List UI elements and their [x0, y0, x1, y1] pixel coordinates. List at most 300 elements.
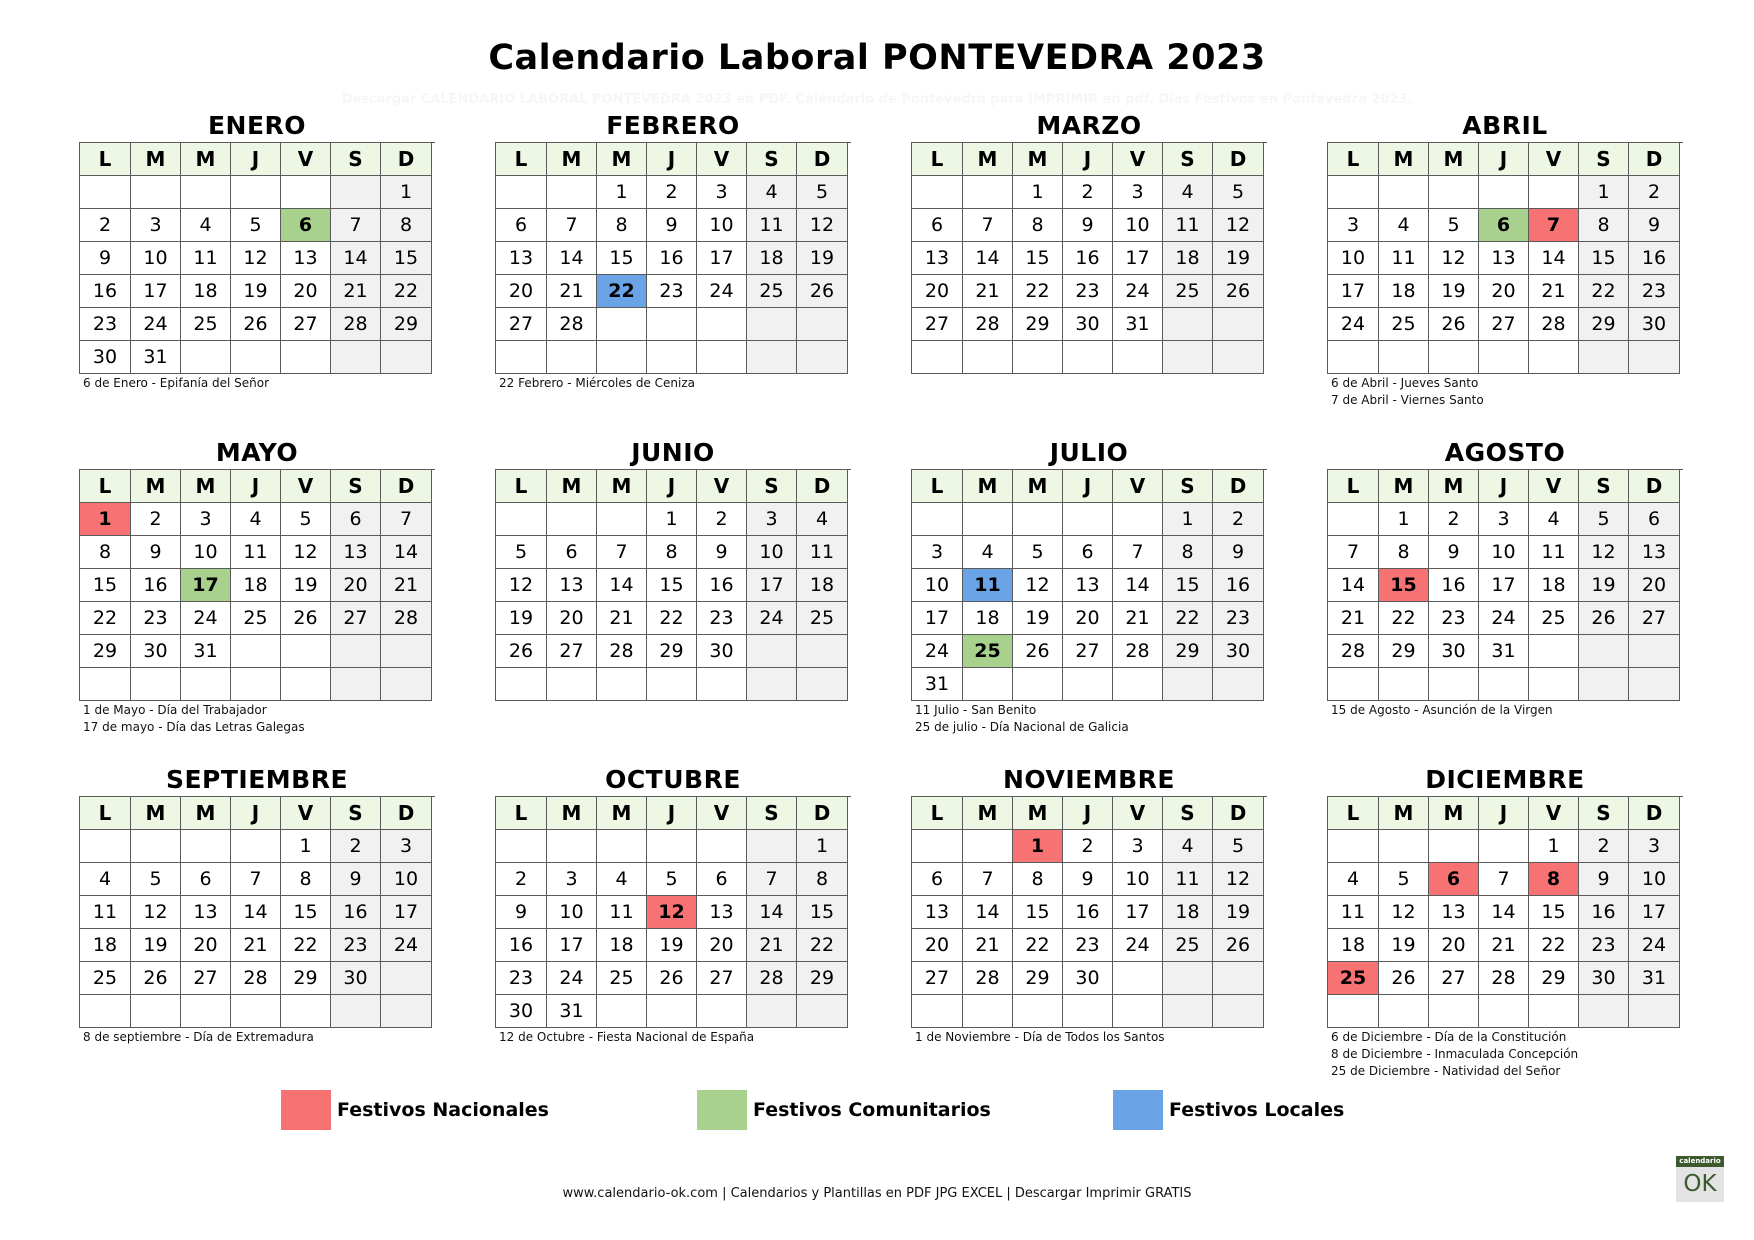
month-junio [495, 437, 851, 702]
day-cell: 4 [1163, 176, 1213, 209]
empty-cell [1328, 995, 1379, 1028]
week-row [496, 536, 851, 569]
week-row [1328, 602, 1683, 635]
day-cell: 31 [1113, 308, 1163, 341]
day-cell: 28 [1529, 308, 1579, 341]
weekday-header: J [1479, 143, 1529, 176]
week-row [80, 341, 435, 374]
day-cell: 23 [1063, 929, 1113, 962]
weekday-header: V [697, 797, 747, 830]
day-cell: 20 [1629, 569, 1680, 602]
empty-cell [1429, 995, 1479, 1028]
day-cell: 4 [181, 209, 231, 242]
day-cell: 7 [597, 536, 647, 569]
weekday-header: J [231, 470, 281, 503]
empty-cell [1379, 341, 1429, 374]
empty-cell [1013, 995, 1063, 1028]
empty-cell [647, 668, 697, 701]
day-cell: 8 [381, 209, 432, 242]
weekday-header: J [1063, 797, 1113, 830]
weekday-header: D [381, 470, 432, 503]
day-cell: 16 [1579, 896, 1629, 929]
day-cell: 2 [1063, 830, 1113, 863]
empty-cell [597, 668, 647, 701]
day-cell: 27 [1429, 962, 1479, 995]
day-cell: 12 [281, 536, 331, 569]
day-cell: 26 [131, 962, 181, 995]
day-cell: 4 [963, 536, 1013, 569]
day-cell: 26 [797, 275, 848, 308]
day-cell: 20 [1429, 929, 1479, 962]
day-cell: 28 [231, 962, 281, 995]
day-cell: 3 [1479, 503, 1529, 536]
day-cell: 11 [80, 896, 131, 929]
weekday-header: D [381, 143, 432, 176]
day-cell: 21 [1113, 602, 1163, 635]
day-cell: 16 [1629, 242, 1680, 275]
empty-cell [797, 995, 848, 1028]
empty-cell [1379, 176, 1429, 209]
week-row [80, 896, 435, 929]
day-cell: 15 [1163, 569, 1213, 602]
holiday-note: 8 de septiembre - Día de Extremadura [83, 1030, 314, 1044]
day-cell: 16 [80, 275, 131, 308]
day-cell: 24 [547, 962, 597, 995]
empty-cell [80, 668, 131, 701]
day-cell: 9 [131, 536, 181, 569]
day-cell: 11 [797, 536, 848, 569]
day-cell: 7 [331, 209, 381, 242]
weekday-header: L [496, 797, 547, 830]
day-cell: 22 [1529, 929, 1579, 962]
empty-cell [496, 830, 547, 863]
day-cell: 15 [647, 569, 697, 602]
empty-cell [381, 668, 432, 701]
weekday-header: M [547, 797, 597, 830]
day-cell: 21 [963, 929, 1013, 962]
day-cell: 26 [496, 635, 547, 668]
day-cell: 8 [1579, 209, 1629, 242]
holiday-note: 25 de julio - Día Nacional de Galicia [915, 720, 1129, 734]
weekday-header: M [1429, 470, 1479, 503]
day-cell: 14 [1113, 569, 1163, 602]
day-cell: 15 [281, 896, 331, 929]
weekday-header: V [281, 470, 331, 503]
empty-cell [963, 503, 1013, 536]
day-cell: 16 [496, 929, 547, 962]
day-cell: 5 [131, 863, 181, 896]
day-cell: 28 [597, 635, 647, 668]
empty-cell [181, 341, 231, 374]
week-row [496, 308, 851, 341]
day-cell: 29 [797, 962, 848, 995]
week-row [1328, 242, 1683, 275]
empty-cell [797, 308, 848, 341]
day-cell: 30 [131, 635, 181, 668]
day-cell: 11 [231, 536, 281, 569]
weekday-header: M [131, 470, 181, 503]
footer-link[interactable]: www.calendario-ok.com | Calendarios y Plantillas en PDF JPG EXCEL | Descargar Imprimir GRATIS [562, 1186, 1192, 1201]
weekday-header: D [381, 797, 432, 830]
empty-cell [1529, 668, 1579, 701]
day-cell: 24 [747, 602, 797, 635]
week-row [80, 668, 435, 701]
day-cell: 26 [1429, 308, 1479, 341]
empty-cell [747, 341, 797, 374]
empty-cell [912, 503, 963, 536]
weekday-header-row [1328, 143, 1683, 176]
holiday-note: 1 de Mayo - Día del Trabajador [83, 703, 267, 717]
week-row [912, 176, 1267, 209]
day-cell: 25 [1163, 929, 1213, 962]
day-cell: 8 [80, 536, 131, 569]
month-name: MARZO [1036, 111, 1142, 140]
day-cell: 4 [80, 863, 131, 896]
day-cell: 1 [1529, 830, 1579, 863]
month-grid [495, 796, 851, 1028]
day-cell: 7 [1479, 863, 1529, 896]
day-cell: 28 [1328, 635, 1379, 668]
legend-label-comunitario: Festivos Comunitarios [753, 1099, 991, 1121]
week-row [80, 308, 435, 341]
empty-cell [1328, 176, 1379, 209]
day-cell: 4 [597, 863, 647, 896]
day-cell: 20 [912, 929, 963, 962]
day-cell: 12 [231, 242, 281, 275]
day-cell: 21 [1479, 929, 1529, 962]
week-row [80, 635, 435, 668]
week-row [496, 896, 851, 929]
day-cell: 8 [797, 863, 848, 896]
empty-cell [1629, 995, 1680, 1028]
empty-cell [131, 176, 181, 209]
day-cell: 13 [281, 242, 331, 275]
day-cell: 18 [80, 929, 131, 962]
day-cell: 11 [1379, 242, 1429, 275]
day-cell: 6 [547, 536, 597, 569]
day-cell: 14 [381, 536, 432, 569]
empty-cell [1479, 668, 1529, 701]
day-cell: 27 [912, 308, 963, 341]
day-cell: 17 [697, 242, 747, 275]
day-cell: 25 [181, 308, 231, 341]
week-row [912, 995, 1267, 1028]
day-cell: 22 [80, 602, 131, 635]
day-cell: 20 [331, 569, 381, 602]
day-cell: 5 [496, 536, 547, 569]
holiday-note: 17 de mayo - Día das Letras Galegas [83, 720, 305, 734]
day-cell: 28 [1113, 635, 1163, 668]
empty-cell [231, 668, 281, 701]
week-row [1328, 209, 1683, 242]
day-cell: 1 [1579, 176, 1629, 209]
day-cell: 3 [747, 503, 797, 536]
swatch-local [1113, 1090, 1163, 1130]
day-cell: 13 [331, 536, 381, 569]
day-cell: 2 [697, 503, 747, 536]
day-cell: 15 [1579, 242, 1629, 275]
empty-cell [647, 341, 697, 374]
day-cell: 28 [963, 962, 1013, 995]
holiday-note: 6 de Diciembre - Día de la Constitución [1331, 1030, 1567, 1044]
day-cell: 1 [797, 830, 848, 863]
day-cell: 19 [1213, 242, 1264, 275]
weekday-header: M [181, 143, 231, 176]
empty-cell [1579, 341, 1629, 374]
day-cell: 24 [1113, 929, 1163, 962]
empty-cell [231, 635, 281, 668]
day-cell: 30 [80, 341, 131, 374]
weekday-header: J [1479, 470, 1529, 503]
day-cell: 9 [496, 896, 547, 929]
day-cell: 27 [697, 962, 747, 995]
day-cell: 31 [131, 341, 181, 374]
weekday-header: D [1213, 470, 1264, 503]
empty-cell [1629, 668, 1680, 701]
day-cell: 2 [331, 830, 381, 863]
empty-cell [80, 995, 131, 1028]
day-cell: 20 [547, 602, 597, 635]
day-cell: 27 [1629, 602, 1680, 635]
day-cell: 27 [1063, 635, 1113, 668]
month-name: OCTUBRE [605, 765, 741, 794]
day-cell: 21 [597, 602, 647, 635]
week-row [80, 275, 435, 308]
empty-cell [281, 341, 331, 374]
week-row [496, 830, 851, 863]
day-cell: 9 [697, 536, 747, 569]
empty-cell [1328, 830, 1379, 863]
day-cell: 17 [747, 569, 797, 602]
day-cell: 25 [797, 602, 848, 635]
legend-item-local [1113, 1090, 1344, 1130]
empty-cell [1163, 341, 1213, 374]
weekday-header: M [1429, 797, 1479, 830]
day-cell: 10 [181, 536, 231, 569]
empty-cell [797, 635, 848, 668]
day-cell: 24 [381, 929, 432, 962]
holiday-note: 15 de Agosto - Asunción de la Virgen [1331, 703, 1553, 717]
month-name: ABRIL [1462, 111, 1548, 140]
weekday-header: L [912, 470, 963, 503]
empty-cell [1579, 635, 1629, 668]
empty-cell [1063, 995, 1113, 1028]
weekday-header: S [747, 470, 797, 503]
empty-cell [331, 176, 381, 209]
week-row [1328, 308, 1683, 341]
day-cell: 5 [647, 863, 697, 896]
empty-cell [1163, 995, 1213, 1028]
day-cell: 15 [1013, 896, 1063, 929]
month-name: FEBRERO [606, 111, 740, 140]
holiday-note: 11 Julio - San Benito [915, 703, 1037, 717]
day-cell: 3 [547, 863, 597, 896]
empty-cell [181, 995, 231, 1028]
day-cell: 26 [1213, 929, 1264, 962]
day-cell: 24 [912, 635, 963, 668]
week-row [1328, 569, 1683, 602]
day-cell: 19 [647, 929, 697, 962]
day-cell: 9 [1629, 209, 1680, 242]
month-name: JULIO [1049, 438, 1129, 467]
weekday-header: J [647, 797, 697, 830]
empty-cell [1063, 341, 1113, 374]
week-row [912, 668, 1267, 701]
day-cell: 20 [912, 275, 963, 308]
day-cell: 19 [1213, 896, 1264, 929]
week-row [496, 962, 851, 995]
holiday-note: 6 de Abril - Jueves Santo [1331, 376, 1479, 390]
week-row [1328, 503, 1683, 536]
day-cell: 18 [1328, 929, 1379, 962]
empty-cell [331, 635, 381, 668]
day-cell: 25 [1379, 308, 1429, 341]
empty-cell [597, 503, 647, 536]
empty-cell [1429, 668, 1479, 701]
week-row [80, 995, 435, 1028]
empty-cell [697, 341, 747, 374]
holiday-day-cell: 25 [1328, 962, 1379, 995]
day-cell: 23 [1063, 275, 1113, 308]
day-cell: 23 [1213, 602, 1264, 635]
weekday-header: D [797, 470, 848, 503]
day-cell: 14 [547, 242, 597, 275]
weekday-header-row [1328, 470, 1683, 503]
day-cell: 6 [181, 863, 231, 896]
weekday-header-row [80, 143, 435, 176]
day-cell: 29 [281, 962, 331, 995]
empty-cell [1163, 668, 1213, 701]
day-cell: 23 [647, 275, 697, 308]
day-cell: 5 [1579, 503, 1629, 536]
day-cell: 24 [131, 308, 181, 341]
weekday-header: M [963, 143, 1013, 176]
empty-cell [181, 176, 231, 209]
day-cell: 3 [697, 176, 747, 209]
day-cell: 2 [496, 863, 547, 896]
day-cell: 12 [1013, 569, 1063, 602]
empty-cell [597, 830, 647, 863]
weekday-header: V [697, 470, 747, 503]
day-cell: 10 [381, 863, 432, 896]
day-cell: 15 [80, 569, 131, 602]
day-cell: 28 [331, 308, 381, 341]
weekday-header: M [963, 797, 1013, 830]
empty-cell [647, 995, 697, 1028]
empty-cell [381, 635, 432, 668]
day-cell: 25 [597, 962, 647, 995]
weekday-header: S [1579, 143, 1629, 176]
day-cell: 15 [597, 242, 647, 275]
empty-cell [697, 995, 747, 1028]
empty-cell [231, 176, 281, 209]
day-cell: 28 [963, 308, 1013, 341]
day-cell: 18 [747, 242, 797, 275]
day-cell: 31 [181, 635, 231, 668]
month-octubre [495, 764, 851, 1046]
holiday-note: 8 de Diciembre - Inmaculada Concepción [1331, 1047, 1579, 1061]
week-row [80, 209, 435, 242]
week-row [1328, 863, 1683, 896]
day-cell: 11 [747, 209, 797, 242]
week-row [80, 503, 435, 536]
day-cell: 7 [963, 863, 1013, 896]
day-cell: 16 [647, 242, 697, 275]
month-grid [911, 142, 1267, 374]
day-cell: 21 [231, 929, 281, 962]
day-cell: 22 [1163, 602, 1213, 635]
weekday-header: L [496, 143, 547, 176]
holiday-notes [495, 374, 851, 392]
empty-cell [1529, 176, 1579, 209]
holiday-notes [495, 1028, 851, 1046]
empty-cell [697, 308, 747, 341]
week-row [1328, 341, 1683, 374]
calendario-ok-logo[interactable] [1676, 1156, 1724, 1202]
empty-cell [547, 503, 597, 536]
empty-cell [331, 341, 381, 374]
day-cell: 4 [797, 503, 848, 536]
day-cell: 4 [1163, 830, 1213, 863]
week-row [912, 308, 1267, 341]
empty-cell [1529, 995, 1579, 1028]
empty-cell [1479, 176, 1529, 209]
logo-main-text: OK [1683, 1171, 1717, 1197]
week-row [496, 995, 851, 1028]
day-cell: 7 [963, 209, 1013, 242]
day-cell: 26 [1579, 602, 1629, 635]
empty-cell [647, 830, 697, 863]
day-cell: 24 [697, 275, 747, 308]
day-cell: 2 [131, 503, 181, 536]
week-row [80, 929, 435, 962]
day-cell: 17 [381, 896, 432, 929]
day-cell: 14 [747, 896, 797, 929]
day-cell: 29 [1163, 635, 1213, 668]
empty-cell [1629, 341, 1680, 374]
day-cell: 10 [747, 536, 797, 569]
holiday-note: 12 de Octubre - Fiesta Nacional de España [499, 1030, 755, 1044]
empty-cell [281, 176, 331, 209]
holiday-notes [911, 701, 1267, 736]
empty-cell [797, 341, 848, 374]
weekday-header-row [1328, 797, 1683, 830]
day-cell: 14 [331, 242, 381, 275]
weekday-header: M [1379, 143, 1429, 176]
empty-cell [912, 176, 963, 209]
week-row [1328, 668, 1683, 701]
day-cell: 17 [1479, 569, 1529, 602]
day-cell: 10 [1479, 536, 1529, 569]
empty-cell [1013, 668, 1063, 701]
legend [0, 1090, 1754, 1130]
week-row [912, 830, 1267, 863]
weekday-header: V [1113, 797, 1163, 830]
day-cell: 19 [1379, 929, 1429, 962]
day-cell: 11 [1529, 536, 1579, 569]
week-row [80, 863, 435, 896]
day-cell: 21 [381, 569, 432, 602]
day-cell: 23 [697, 602, 747, 635]
day-cell: 2 [80, 209, 131, 242]
day-cell: 10 [1328, 242, 1379, 275]
month-grid [79, 796, 435, 1028]
weekday-header: S [331, 797, 381, 830]
weekday-header: M [131, 143, 181, 176]
day-cell: 11 [597, 896, 647, 929]
day-cell: 29 [1379, 635, 1429, 668]
weekday-header: L [80, 143, 131, 176]
